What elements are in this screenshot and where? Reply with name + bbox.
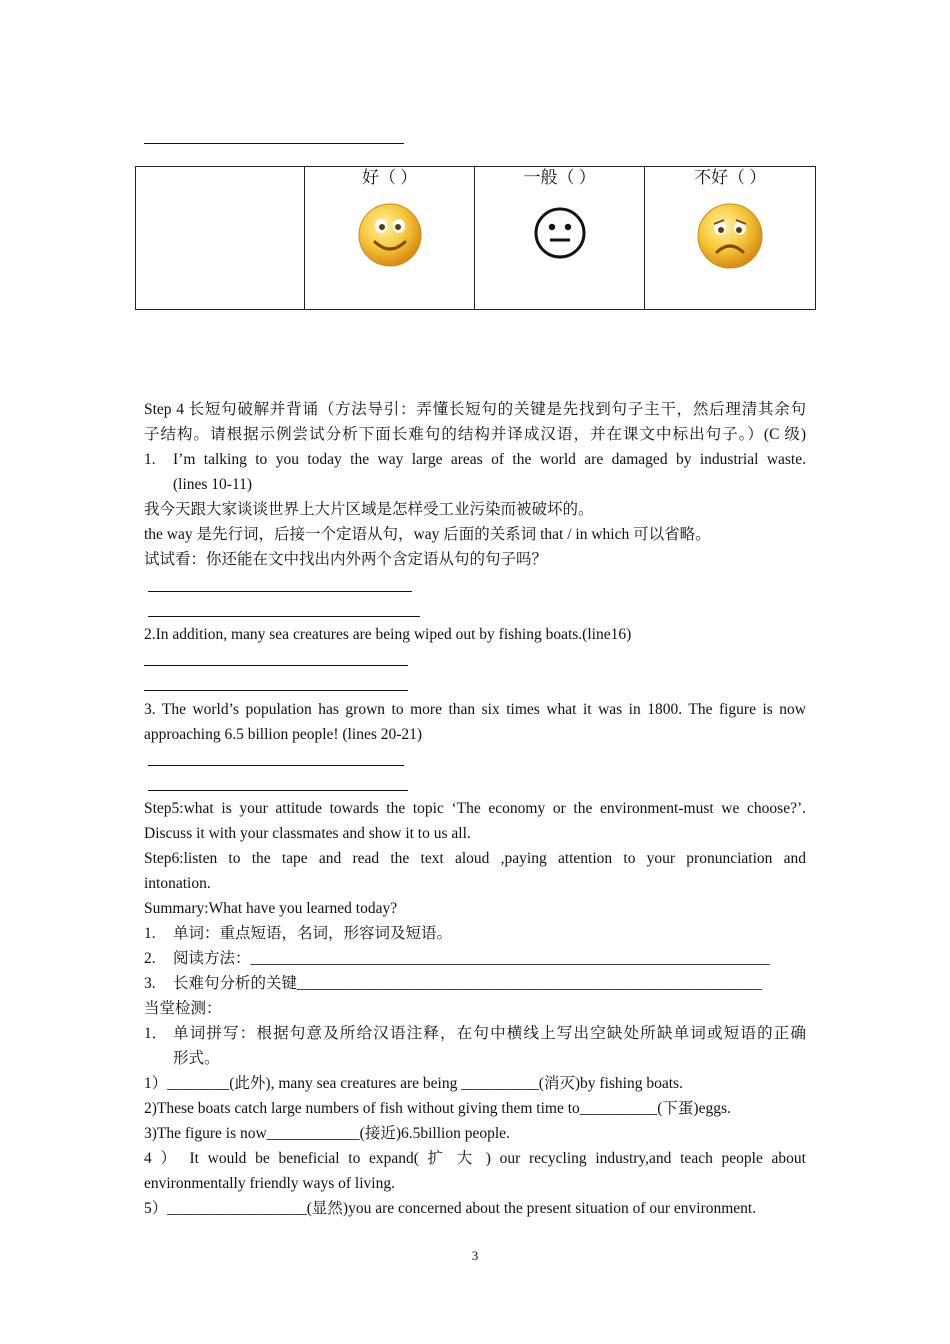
classtest-q1-line2: 形式。 (173, 1050, 220, 1067)
neutral-face-icon (532, 205, 588, 261)
page-number: 3 (471, 1248, 479, 1263)
step4-item3-line1: 3. The world’s population has grown to more than six times what it was in 1800. The figure is now (144, 701, 806, 718)
step5-line2: Discuss it with your classmates and show it to us all. (144, 825, 471, 842)
classtest-item: 5）__________________(显然)you are concerned about the present situation of our environment. (144, 1200, 757, 1217)
answer-line (148, 616, 420, 617)
item1-note: the way 是先行词，后接一个定语从句，way 后面的关系词 that / in which 可以省略。 (144, 526, 711, 543)
classtest-item: 2)These boats catch large numbers of fish without giving them time to__________(下蛋)eggs. (144, 1100, 731, 1117)
classtest-q1: 1． 单词拼写：根据句意及所给汉语注释，在句中横线上写出空缺处所缺单词或短语的正确 (144, 1025, 806, 1042)
sad-face-icon (696, 202, 764, 270)
rating-cell-bad (645, 167, 816, 310)
answer-line (144, 690, 408, 691)
item1-try-prompt: 试试看：你还能在文中找出内外两个含定语从句的句子吗？ (144, 551, 548, 568)
answer-line (148, 765, 404, 766)
answer-line (144, 143, 404, 144)
step4-item1 (144, 447, 806, 472)
step4-item2: 2.In addition, many sea creatures are being wiped out by fishing boats.(line16) (144, 626, 632, 643)
summary-item: 1. 单词：重点短语，名词，形容词及短语。 (144, 925, 453, 942)
item1-number: 1. (144, 451, 156, 468)
classtest-title: 当堂检测： (144, 1000, 222, 1017)
step6-line1: Step6:listen to the tape and read the text aloud ,paying attention to your pronunciation and (144, 850, 806, 867)
summary-item: 3. 长难句分析的关键____________________________________________________________ (144, 975, 763, 992)
step6-line2: intonation. (144, 875, 211, 892)
item1-sentence: I’m talking to you today the way large areas of the world are damaged by industrial waste. (173, 451, 806, 468)
classtest-item: 3)The figure is now____________(接近)6.5billion people. (144, 1125, 510, 1142)
rating-label-bad: 不好（ ） (694, 168, 767, 187)
happy-face-icon (357, 202, 423, 268)
rating-cell-good (305, 167, 475, 310)
rating-cell-ok (474, 167, 645, 310)
answer-line (144, 665, 408, 666)
item1-translation: 我今天跟大家谈谈世界上大片区域是怎样受工业污染而被破坏的。 (144, 501, 594, 518)
classtest-item: environmentally friendly ways of living. (144, 1175, 395, 1192)
rating-empty-cell (136, 167, 305, 310)
answer-line (148, 591, 412, 592)
summary-title: Summary:What have you learned today? (144, 900, 398, 917)
rating-label-good: 好（ ） (361, 168, 418, 187)
step4-heading-line1: Step 4 长短句破解并背诵（方法导引：弄懂长短句的关键是先找到句子主干，然后理清其余句 (144, 401, 806, 418)
answer-line (148, 790, 408, 791)
step4-heading-line2: 子结构。请根据示例尝试分析下面长难句的结构并译成汉语，并在课文中标出句子。）(C 级) (144, 426, 806, 443)
classtest-item: 4 ） It would be beneficial to expand( 扩 大 ) our recycling industry,and teach people about (144, 1150, 806, 1167)
rating-table (135, 166, 816, 310)
item1-lines-ref: (lines 10-11) (173, 476, 253, 493)
summary-item: 2. 阅读方法：___________________________________________________________________ (144, 950, 770, 967)
rating-label-ok: 一般（ ） (523, 168, 596, 187)
step4-item3-line2: approaching 6.5 billion people! (lines 20-21) (144, 726, 423, 743)
step5-line1: Step5:what is your attitude towards the topic ‘The economy or the environment-must we choose?’. (144, 800, 806, 817)
classtest-item: 1）________(此外), many sea creatures are being __________(消灭)by fishing boats. (144, 1075, 683, 1092)
